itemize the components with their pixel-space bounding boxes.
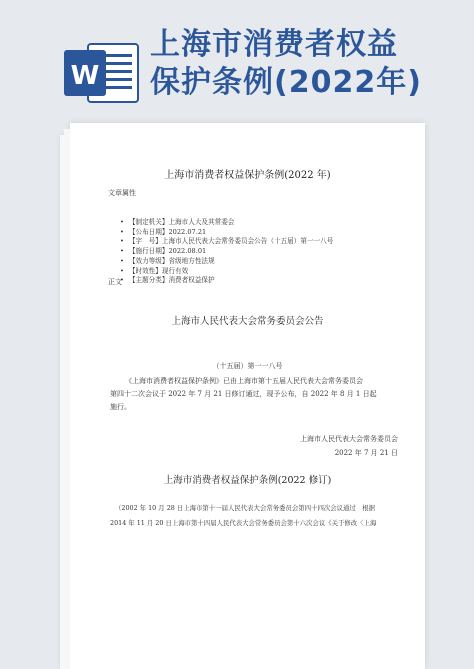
law-title: 上海市消费者权益保护条例(2022 修订): [163, 475, 332, 486]
attribute-item: • 【施行日期】2022.08.01: [120, 247, 333, 257]
attribute-item: • 【时效性】现行有效: [120, 267, 333, 277]
svg-text:W: W: [70, 61, 100, 91]
history-text-1: （2002 年 10 月 28 日上海市第十一届人民代表大会常务委员会第四十四次会议通过 根据: [115, 504, 375, 512]
attributes-list: [120, 218, 333, 286]
attribute-item: • 【效力等级】省级地方性法规: [120, 257, 333, 267]
announcement-title: 上海市人民代表大会常务委员会公告: [171, 316, 324, 327]
title-line-2: 保护条例(2022年): [150, 65, 422, 100]
attribute-item: • 【字 号】上海市人民代表大会常务委员会公告（十五届）第一一八号: [120, 237, 333, 247]
history-text-2: 2014 年 11 月 20 日上海市第十四届人民代表大会常务委员会第十六次会议《关于修改〈上海: [110, 519, 377, 527]
title-line-1: 上海市消费者权益: [150, 27, 398, 62]
signing-organization: 上海市人民代表大会常务委员会: [300, 435, 398, 443]
attributes-label: 文章属性: [108, 189, 136, 197]
announcement-text-3: 施行。: [110, 403, 131, 411]
word-doc-icon: [62, 40, 142, 106]
attribute-item: • 【制定机关】上海市人大及其常委会: [120, 218, 333, 228]
signing-date: 2022 年 7 月 21 日: [334, 449, 398, 457]
announcement-text-1: 《上海市消费者权益保护条例》已由上海市第十五届人民代表大会常务委员会: [125, 377, 363, 385]
announcement-number: （十五届）第一一八号: [212, 362, 283, 370]
announcement-text-2: 第四十二次会议于 2022 年 7 月 21 日修订通过，现予公布，自 2022 年 8 月 1 日起: [110, 390, 377, 398]
body-label: 正文: [108, 278, 122, 286]
attribute-item: • 【公布日期】2022.07.21: [120, 228, 333, 238]
header-banner: [0, 0, 474, 120]
attribute-item: • 【主题分类】消费者权益保护: [120, 276, 333, 286]
document-title: [150, 26, 470, 102]
document-page: [70, 123, 425, 669]
doc-heading: 上海市消费者权益保护条例(2022 年): [164, 170, 331, 181]
